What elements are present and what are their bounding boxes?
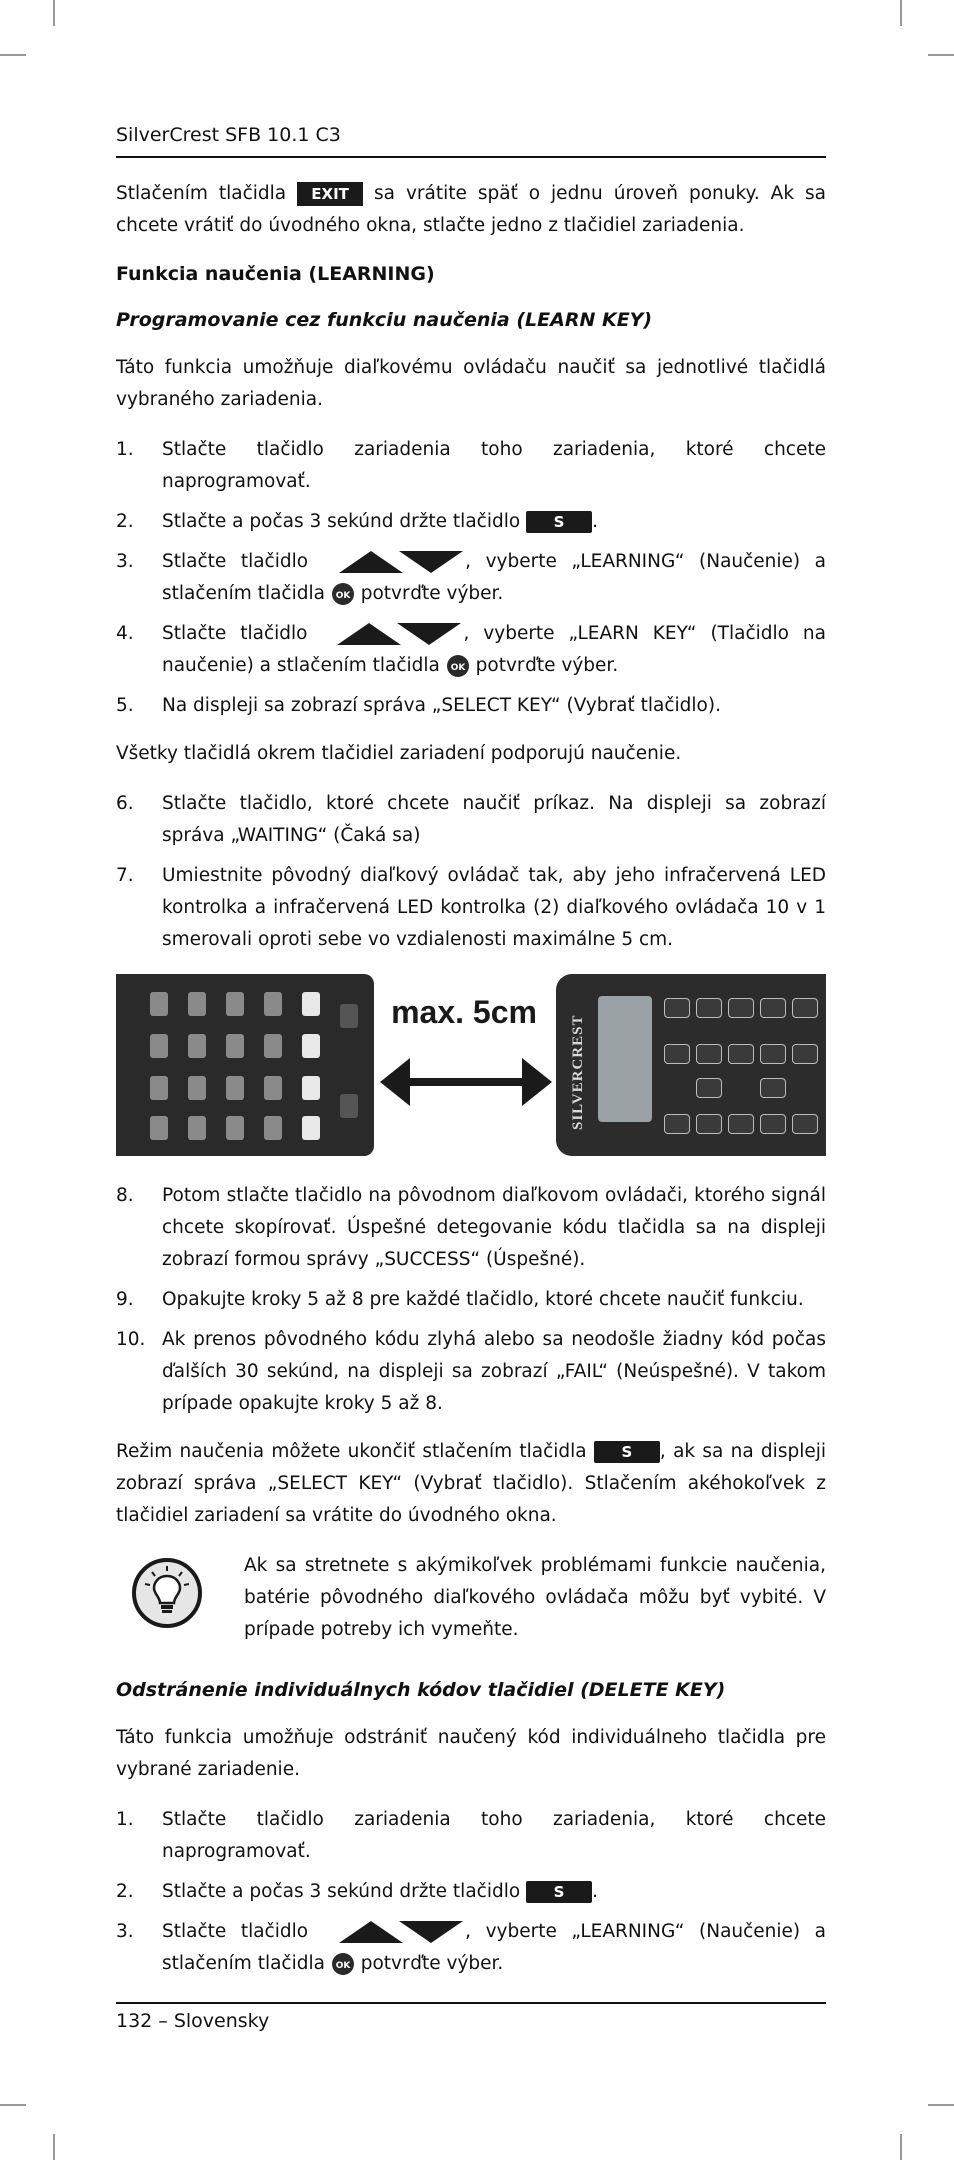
list-item: 4. Stlačte tlačidlo , vyberte „LEARN KEY“ (Tlačidlo na naučenie) a stlačením tlačidla OK potvrďte výber. [116,618,826,682]
delete-steps [116,1804,826,1980]
lcd-display [598,996,652,1122]
s-button-icon: S [526,511,592,533]
ok-button-icon [331,582,355,606]
crop-mark [900,2134,902,2160]
list-item: 5. Na displeji sa zobrazí správa „SELECT KEY“ (Vybrať tlačidlo). [116,695,721,716]
page-footer: 132 – Slovensky [116,2010,270,2032]
exit-learning-paragraph: Režim naučenia môžete ukončiť stlačením tlačidla S , ak sa na displeji zobrazí správa „SELECT KEY“ (Vybrať tlačidlo). Stlačením akéhokoľvek z tlačidiel zariadení sa vrátite do úvodného okna. [116,1441,826,1526]
list-item: 7. Umiestnite pôvodný diaľkový ovládač tak, aby jeho infračervená LED kontrolka a infračervená LED kontrolka (2) diaľkového ovládača 10 v 1 smerovali oproti sebe vo vzdialenosti maximálne 5 cm. [116,865,826,950]
crop-mark [928,2104,954,2106]
list-item: 2. Stlačte a počas 3 sekúnd držte tlačidlo S . [116,511,598,532]
header-rule [116,156,826,158]
remotes-photo [116,974,826,1156]
learning-heading: Funkcia naučenia (LEARNING) [116,263,435,285]
list-item: 1. Stlačte tlačidlo zariadenia toho zariadenia, ktoré chcete naprogramovať. [116,439,826,492]
svg-text:OK: OK [335,591,351,601]
exit-button-icon: EXIT [297,182,363,206]
list-item: 8. Potom stlačte tlačidlo na pôvodnom diaľkovom ovládači, ktorého signál chcete skopírovať. Úspešné detegovanie kódu tlačidla sa na displeji zobrazí formou správy „SUCCESS“ (Úspešné). [116,1185,826,1270]
ok-button-icon [446,654,470,678]
learn-key-subheading: Programovanie cez funkciu naučenia (LEARN KEY) [116,309,653,331]
list-item: 1. Stlačte tlačidlo zariadenia toho zariadenia, ktoré chcete naprogramovať. [116,1809,826,1862]
learning-steps-c [116,1180,826,1420]
tip-box [116,1550,826,1646]
crop-mark [900,0,902,26]
footer-rule [116,2002,826,2004]
page-content [116,178,826,1996]
delete-intro: Táto funkcia umožňuje odstrániť naučený kód individuálneho tlačidla pre vybrané zariadenie. [116,1727,826,1780]
list-item: 3. Stlačte tlačidlo , vyberte „LEARNING“ (Naučenie) a stlačením tlačidla OK potvrďte výber. [116,1916,826,1980]
s-button-icon: S [526,1881,592,1903]
distance-label: max. 5cm [391,994,537,1030]
learning-intro: Táto funkcia umožňuje diaľkovému ovládaču naučiť sa jednotlivé tlačidlá vybraného zariadenia. [116,357,826,410]
tip-text: Ak sa stretnete s akýmikoľvek problémami funkcie naučenia, batérie pôvodného diaľkového ovládača môžu byť vybité. V prípade potreby ich vymeňte. [244,1555,826,1640]
learning-note: Všetky tlačidlá okrem tlačidiel zariadení podporujú naučenie. [116,743,682,764]
list-item: 3. Stlačte tlačidlo , vyberte „LEARNING“ (Naučenie) a stlačením tlačidla OK potvrďte výber. [116,546,826,610]
ok-button-icon [331,1952,355,1976]
crop-mark [53,2134,55,2160]
learning-steps-a [116,434,826,722]
list-item: 10. Ak prenos pôvodného kódu zlyhá alebo sa neodošle žiadny kód počas ďalších 30 sekúnd, na displeji sa zobrazí „FAIL“ (Neúspešné). V takom prípade opakujte kroky 5 až 8. [116,1329,826,1414]
crop-mark [0,2104,26,2106]
page-header: SilverCrest SFB 10.1 C3 [116,124,341,146]
delete-key-heading: Odstránenie individuálnych kódov tlačidiel (DELETE KEY) [116,1679,726,1701]
s-button-icon: S [594,1441,660,1463]
up-down-arrows-icon [337,547,465,577]
learning-steps-b [116,788,826,956]
list-item: 2. Stlačte a počas 3 sekúnd držte tlačidlo S . [116,1881,598,1902]
up-down-arrows-icon [335,619,463,649]
universal-remote-image [556,974,826,1156]
original-remote-image [116,974,374,1156]
crop-mark [928,54,954,56]
crop-mark [0,54,26,56]
list-item: 6. Stlačte tlačidlo, ktoré chcete naučiť príkaz. Na displeji sa zobrazí správa „WAITING“ (Čaká sa) [116,793,826,846]
list-item: 9. Opakujte kroky 5 až 8 pre každé tlačidlo, ktoré chcete naučiť funkciu. [116,1289,804,1310]
svg-text:OK: OK [335,1961,351,1971]
double-arrow-icon [376,1052,556,1112]
up-down-arrows-icon [337,1917,465,1947]
brand-label: SILVERCREST [570,1014,586,1130]
crop-mark [53,0,55,26]
lightbulb-tip-icon [130,1556,204,1630]
intro-paragraph: Stlačením tlačidla EXIT sa vrátite späť o jednu úroveň ponuky. Ak sa chcete vrátiť do úvodného okna, stlačte jedno z tlačidiel zariadenia. [116,183,826,236]
svg-text:OK: OK [450,663,466,673]
